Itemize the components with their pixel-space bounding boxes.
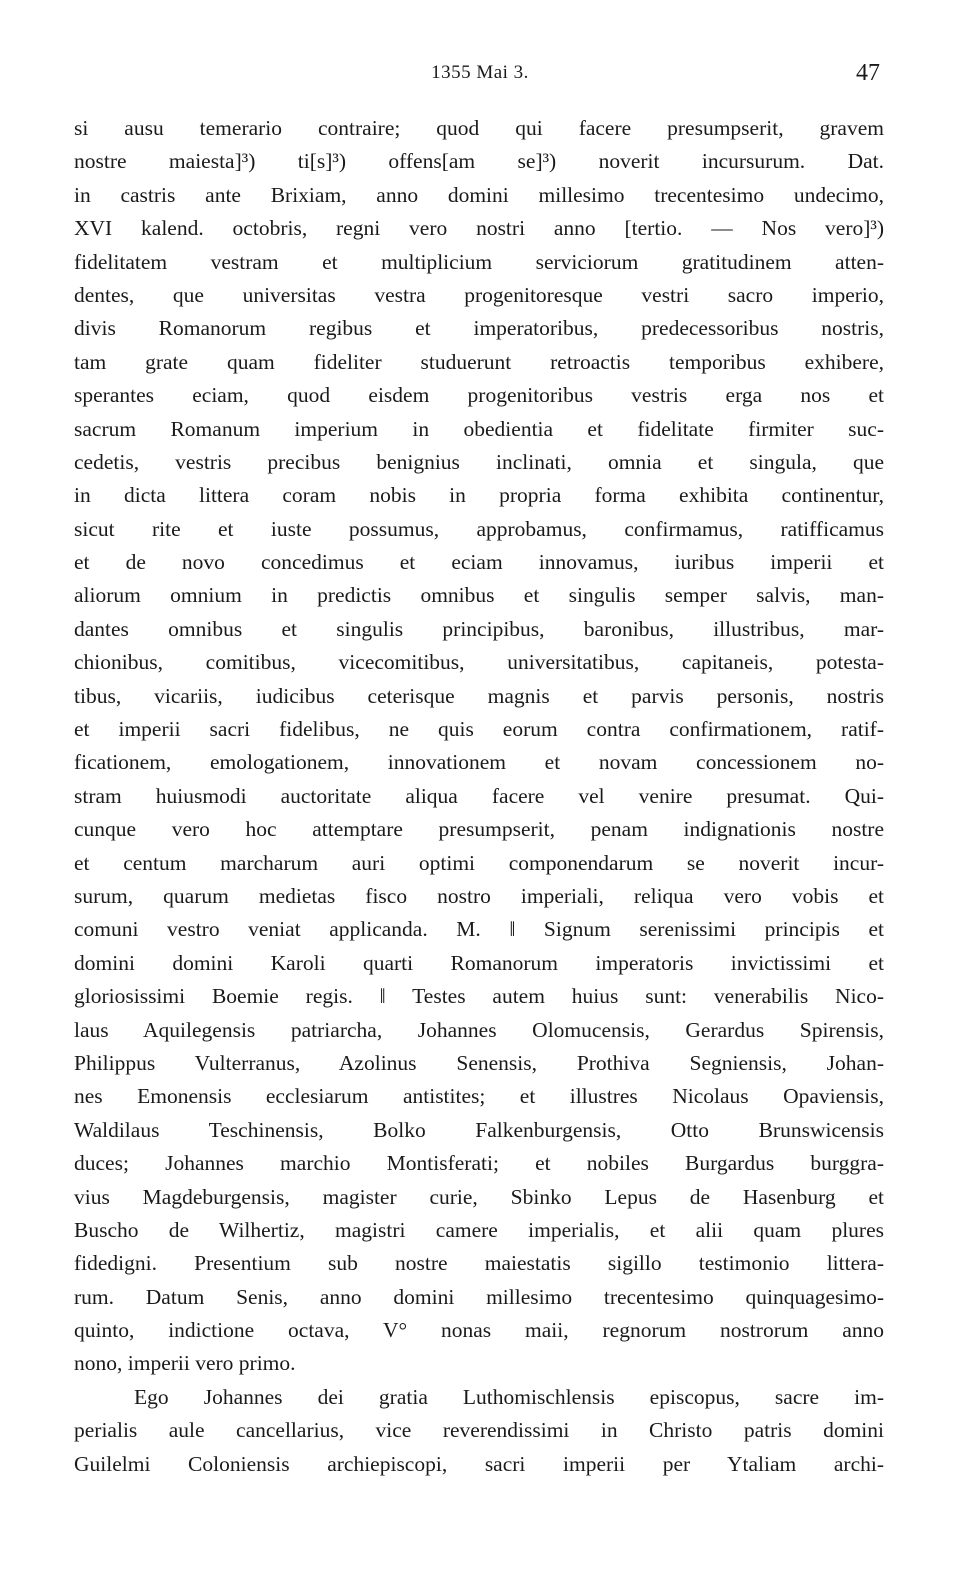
text-line: in dicta littera coram nobis in propria forma exhibita continentur,: [74, 483, 884, 508]
page-number: 47: [856, 60, 880, 86]
text-line: tibus, vicariis, iudicibus ceterisque magnis et parvis personis, nostris: [74, 683, 884, 708]
text-line: XVI kalend. octobris, regni vero nostri anno [tertio. — Nos vero]³): [74, 216, 884, 241]
text-line: domini domini Karoli quarti Romanorum imperatoris invictissimi et: [74, 950, 884, 975]
text-line: nono, imperii vero primo.: [74, 1351, 296, 1376]
text-line: surum, quarum medietas fisco nostro imperiali, reliqua vero vobis et: [74, 883, 884, 908]
text-line: dentes, que universitas vestra progenitoresque vestri sacro imperio,: [74, 282, 884, 307]
text-line: perialis aule cancellarius, vice reverendissimi in Christo patris domini: [74, 1418, 884, 1443]
text-line: dantes omnibus et singulis principibus, baronibus, illustribus, mar-: [74, 616, 884, 641]
text-line: si ausu temerario contraire; quod qui facere presumpserit, gravem: [74, 116, 884, 140]
text-line: tam grate quam fideliter studuerunt retroactis temporibus exhibere,: [74, 349, 884, 374]
text-line: sperantes eciam, quod eisdem progenitoribus vestris erga nos et: [74, 383, 884, 408]
text-line: et centum marcharum auri optimi componendarum se noverit incur-: [74, 850, 884, 875]
text-line: chionibus, comitibus, vicecomitibus, universitatibus, capitaneis, potesta-: [74, 650, 884, 675]
text-line: Waldilaus Teschinensis, Bolko Falkenburgensis, Otto Brunswicensis: [74, 1117, 884, 1142]
text-line: et de novo concedimus et eciam innovamus, iuribus imperii et: [74, 550, 884, 575]
text-line: divis Romanorum regibus et imperatoribus, predecessoribus nostris,: [74, 316, 884, 341]
text-line: comuni vestro veniat applicanda. M. ‖ Signum serenissimi principis et: [74, 917, 884, 942]
text-line: in castris ante Brixiam, anno domini millesimo trecentesimo undecimo,: [74, 182, 884, 207]
text-line: rum. Datum Senis, anno domini millesimo trecentesimo quinquagesimo-: [74, 1284, 884, 1309]
text-line: sacrum Romanum imperium in obedientia et fidelitate firmiter suc-: [74, 416, 884, 441]
text-line: ficationem, emologationem, innovationem et novam concessionem no-: [74, 750, 884, 775]
text-line: nes Emonensis ecclesiarum antistites; et illustres Nicolaus Opaviensis,: [74, 1084, 884, 1109]
text-line: aliorum omnium in predictis omnibus et singulis semper salvis, man-: [74, 583, 884, 608]
text-line: fidedigni. Presentium sub nostre maiestatis sigillo testimonio littera-: [74, 1251, 884, 1276]
text-line: et imperii sacri fidelibus, ne quis eorum contra confirmationem, ratif-: [74, 717, 884, 742]
text-line: cunque vero hoc attemptare presumpserit, penam indignationis nostre: [74, 817, 884, 842]
text-line: cedetis, vestris precibus benignius inclinati, omnia et singula, que: [74, 449, 884, 474]
text-line: Ego Johannes dei gratia Luthomischlensis episcopus, sacre im-: [134, 1384, 884, 1409]
page-header: [0, 58, 960, 90]
text-line: Philippus Vulterranus, Azolinus Senensis, Prothiva Segniensis, Johan-: [74, 1050, 884, 1075]
text-line: duces; Johannes marchio Montisferati; et nobiles Burgardus burggra-: [74, 1151, 884, 1176]
text-line: fidelitatem vestram et multiplicium serviciorum gratitudinem atten-: [74, 249, 884, 274]
text-line: vius Magdeburgensis, magister curie, Sbinko Lepus de Hasenburg et: [74, 1184, 884, 1209]
text-line: sicut rite et iuste possumus, approbamus, confirmamus, ratifficamus: [74, 516, 884, 541]
body-text: [74, 112, 884, 1481]
running-head: 1355 Mai 3.: [431, 62, 529, 83]
text-line: Buscho de Wilhertiz, magistri camere imperialis, et alii quam plures: [74, 1217, 884, 1242]
text-line: stram huiusmodi auctoritate aliqua facere vel venire presumat. Qui-: [74, 783, 884, 808]
text-line: laus Aquilegensis patriarcha, Johannes Olomucensis, Gerardus Spirensis,: [74, 1017, 884, 1042]
text-line: Guilelmi Coloniensis archiepiscopi, sacri imperii per Ytaliam archi-: [74, 1451, 884, 1476]
text-line: gloriosissimi Boemie regis. ‖ Testes autem huius sunt: venerabilis Nico-: [74, 984, 884, 1009]
text-line: quinto, indictione octava, V° nonas maii, regnorum nostrorum anno: [74, 1318, 884, 1343]
text-line: nostre maiesta]³) ti[s]³) offens[am se]³) noverit incursurum. Dat.: [74, 149, 884, 174]
